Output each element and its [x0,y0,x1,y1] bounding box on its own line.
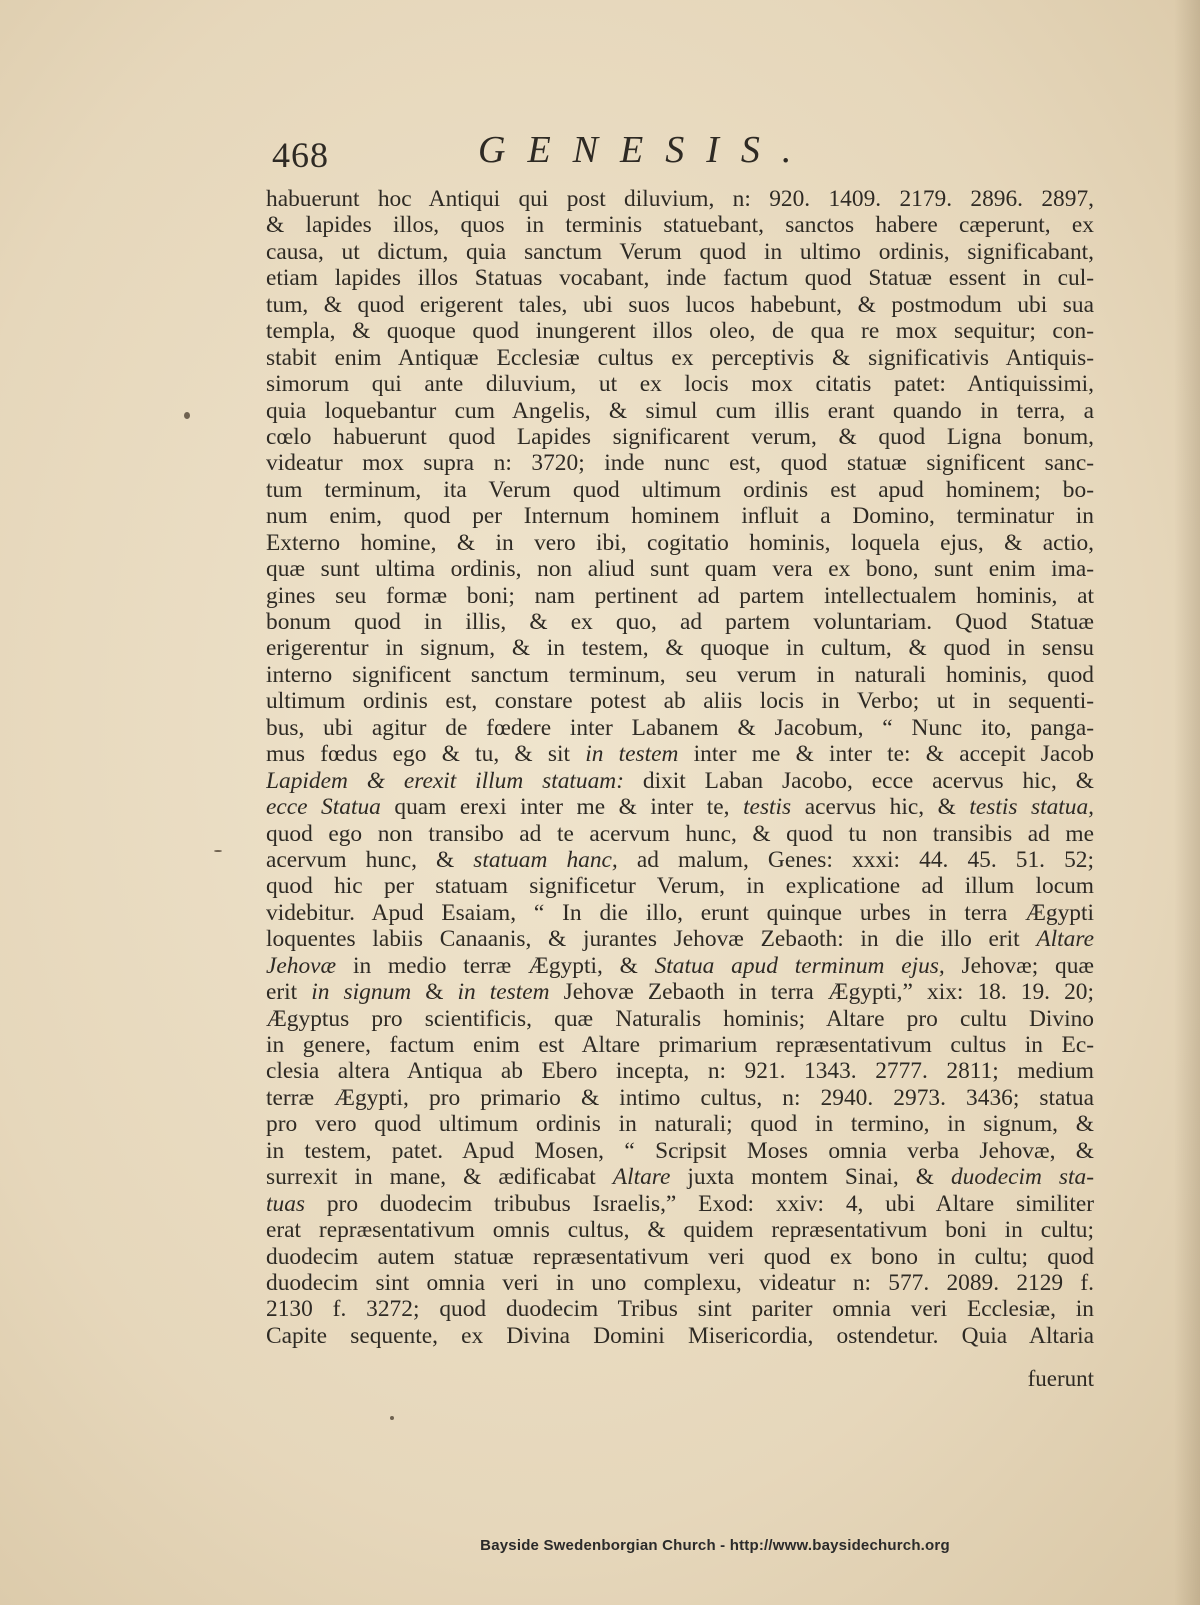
italic-run: Lapidem & erexit illum statuam: [266,767,624,794]
text-line [266,953,1094,979]
text-run: ad malum, Genes: xxxi: 44. 45. 51. 52; [617,846,1094,873]
text-line: videbitur. Apud Esaiam, “ In die illo, erunt quinque urbes in terra Ægypti [266,899,1094,926]
text-line: Capite sequente, ex Divina Domini Misericordia, ostendetur. Quia Altaria [266,1322,1094,1349]
text-line [266,979,1094,1005]
text-line: quæ sunt ultima ordinis, non aliud sunt quam vera ex bono, sunt enim ima- [266,556,1094,583]
text-run: Jehovæ Zebaoth in terra Ægypti,” xix: 18. 19. 20; [549,979,1094,1006]
text-run: in medio terræ Ægypti, & [336,952,655,979]
text-line: causa, ut dictum, quia sanctum Verum quod in ultimo ordinis, significabant, [266,238,1094,265]
text-run: surrexit in mane, & ædificabat [266,1164,613,1191]
italic-run: Statua apud terminum ejus, [654,952,945,979]
text-run: erit [266,979,312,1006]
speck [214,850,222,852]
italic-run: in signum [311,979,412,1006]
italic-run: Altare [1036,926,1094,953]
text-line: habuerunt hoc Antiqui qui post diluvium, n: 920. 1409. 2179. 2896. 2897, [266,186,1094,212]
text-line: interno significent sanctum terminum, seu verum in naturali hominis, quod [266,661,1094,688]
speck [390,1416,394,1420]
text-line: clesia altera Antiqua ab Ebero incepta, n: 921. 1343. 2777. 2811; medium [266,1058,1094,1085]
text-line [266,1191,1094,1217]
text-line: simorum qui ante diluvium, ut ex locis mox citatis patet: Antiquissimi, [266,371,1094,398]
italic-run: Altare [612,1164,671,1191]
text-line: gines seu formæ boni; nam pertinent ad partem intellectualem hominis, at [266,582,1094,609]
text-line: & lapides illos, quos in terminis statuebant, sanctos habere cæperunt, ex [266,212,1094,239]
text-line: quod ego non transibo ad te acervum hunc, & quod tu non transibis ad me [266,820,1094,847]
text-run: Jehovæ; quæ [944,952,1094,979]
text-run: acervum hunc, & [266,846,474,873]
italic-run: tuas [266,1190,305,1217]
text-line: Ægyptus pro scientificis, quæ Naturalis hominis; Altare pro cultu Divino [266,1005,1094,1032]
text-line [266,926,1094,952]
text-line: pro vero quod ultimum ordinis in naturali; quod in termino, in signum, & [266,1111,1094,1138]
text-run: dixit Laban Jacobo, ecce acervus hic, & [624,767,1094,794]
text-run: inter me & inter te: & accepit Jacob [678,741,1094,768]
text-line: cœlo habuerunt quod Lapides significarent verum, & quod Ligna bonum, [266,423,1094,450]
text-line [266,794,1094,820]
text-line: 2130 f. 3272; quod duodecim Tribus sint pariter omnia veri Ecclesiæ, in [266,1296,1094,1323]
text-run: juxta montem Sinai, & [670,1164,951,1191]
text-run: quam erexi inter me & inter te, [380,794,744,821]
text-line: etiam lapides illos Statuas vocabant, inde factum quod Statuæ essent in cul- [266,265,1094,292]
text-line [266,768,1094,794]
page-number: 468 [272,135,329,175]
text-line: videatur mox supra n: 3720; inde nunc est, quod statuæ significent sanc- [266,450,1094,477]
text-line [266,1164,1094,1190]
text-line: in genere, factum enim est Altare primarium repræsentativum cultus in Ec- [266,1032,1094,1058]
text-line: bus, ubi agitur de fœdere inter Labanem & Jacobum, “ Nunc ito, panga- [266,714,1094,741]
italic-run: duodecim sta- [950,1164,1094,1191]
text-line: in testem, patet. Apud Mosen, “ Scripsit Moses omnia verba Jehovæ, & [266,1137,1094,1164]
text-line: templa, & quoque quod inungerent illos oleo, de qua re mox sequitur; con- [266,318,1094,345]
italic-run: testis statua, [969,794,1094,821]
italic-run: statuam hanc, [473,846,618,873]
text-line [266,847,1094,873]
footer-credit: Bayside Swedenborgian Church - http://www.baysidechurch.org [480,1537,950,1554]
text-run: acervus hic, & [791,794,970,821]
text-line: tum terminum, ita Verum quod ultimum ordinis est apud hominem; bo- [266,476,1094,503]
body-text [266,186,1094,1349]
italic-run: in testem [585,741,679,768]
text-line: quia loquebantur cum Angelis, & simul cum illis erant quando in terra, a [266,397,1094,424]
text-line: tum, & quod erigerent tales, ubi suos lucos habebunt, & postmodum ubi sua [266,291,1094,318]
running-title: GENESIS. [478,129,814,171]
text-line: erat repræsentativum omnis cultus, & quidem repræsentativum boni in cultu; [266,1217,1094,1244]
text-line: duodecim sint omnia veri in uno complexu, videatur n: 577. 2089. 2129 f. [266,1269,1094,1296]
text-line: terræ Ægypti, pro primario & intimo cultus, n: 2940. 2973. 3436; statua [266,1084,1094,1111]
italic-run: testis [743,794,792,821]
text-run: mus fœdus ego & tu, & sit [266,741,586,768]
italic-run: ecce Statua [266,794,381,821]
text-line: stabit enim Antiquæ Ecclesiæ cultus ex perceptivis & significativis Antiquis- [266,344,1094,371]
catchword: fuerunt [1027,1366,1094,1391]
text-line: Externo homine, & in vero ibi, cogitatio hominis, loquela ejus, & actio, [266,529,1094,556]
italic-run: Jehovæ [266,952,337,979]
text-line: num enim, quod per Internum hominem influit a Domino, terminatur in [266,503,1094,530]
speck [184,412,190,419]
italic-run: in testem [457,979,550,1006]
text-line: erigerentur in signum, & in testem, & quoque in cultum, & quod in sensu [266,635,1094,662]
page-header [270,128,910,188]
text-line: ultimum ordinis est, constare potest ab aliis locis in Verbo; ut in sequenti- [266,688,1094,715]
text-run: pro duodecim tribubus Israelis,” Exod: xxiv: 4, ubi Altare similiter [305,1190,1094,1217]
text-run: & [411,979,458,1006]
text-line [266,741,1094,767]
text-line: quod hic per statuam significetur Verum, in explicatione ad illum locum [266,873,1094,900]
text-line: bonum quod in illis, & ex quo, ad partem voluntariam. Quod Statuæ [266,609,1094,635]
text-run: loquentes labiis Canaanis, & jurantes Jehovæ Zebaoth: in die illo erit [266,926,1037,953]
text-line: duodecim autem statuæ repræsentativum veri quod ex bono in cultu; quod [266,1243,1094,1270]
